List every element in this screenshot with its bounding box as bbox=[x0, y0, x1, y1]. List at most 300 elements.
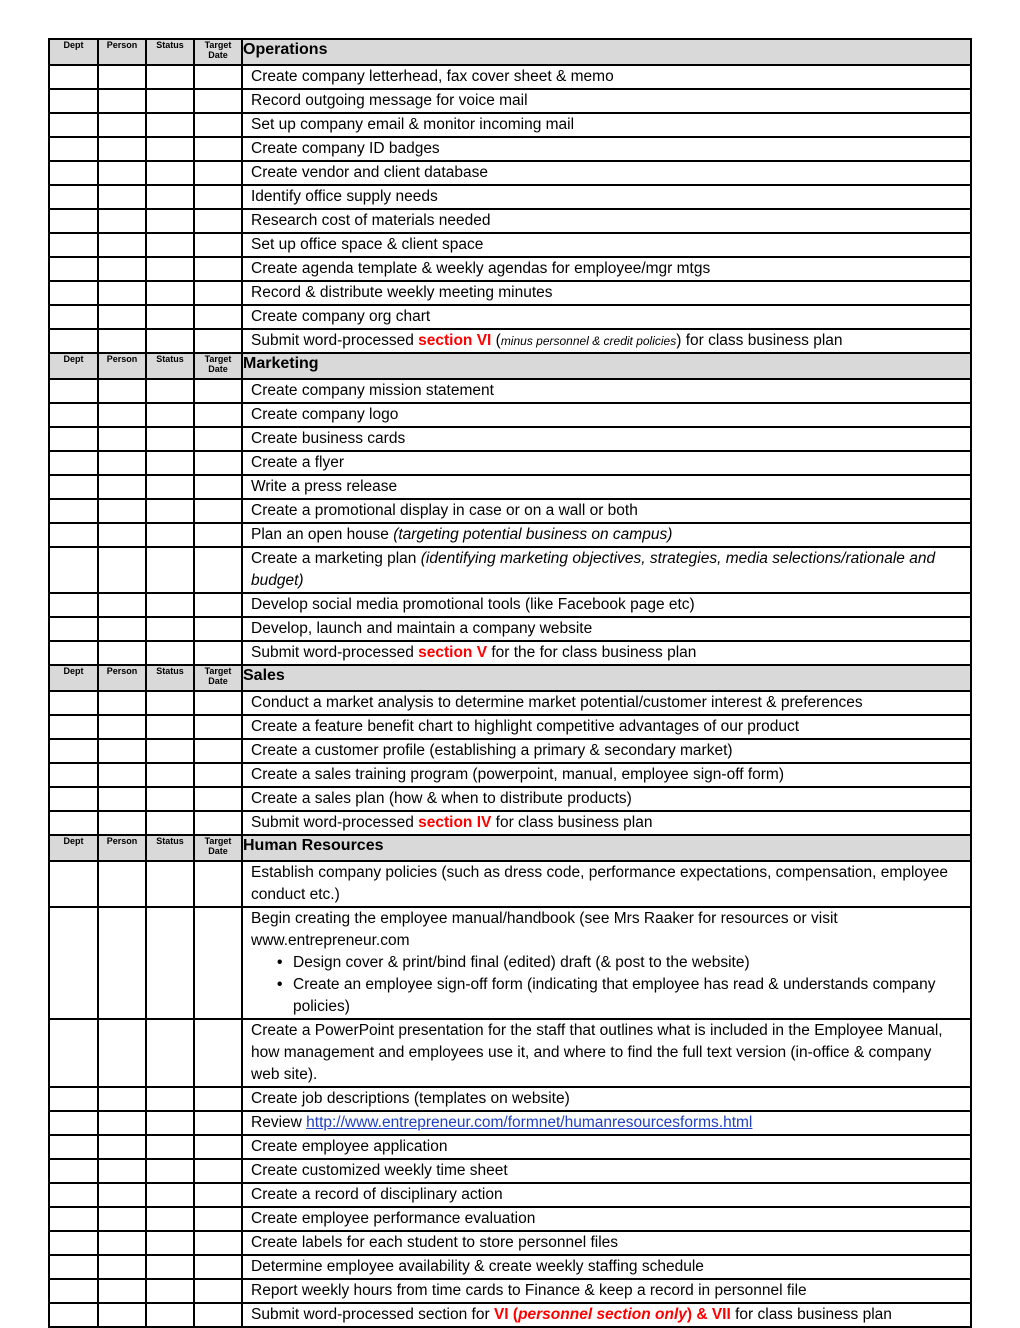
target-date-cell[interactable] bbox=[194, 907, 242, 1019]
task-row bbox=[49, 329, 971, 353]
dept-cell[interactable] bbox=[49, 861, 98, 907]
task-cell: Create business cards bbox=[242, 427, 971, 451]
person-cell[interactable] bbox=[98, 65, 146, 89]
text-span: ) for class business plan bbox=[676, 332, 843, 349]
task-cell: Report weekly hours from time cards to Finance & keep a record in personnel file bbox=[242, 1279, 971, 1303]
task-cell: Create a promotional display in case or on a wall or both bbox=[242, 499, 971, 523]
task-row bbox=[49, 65, 971, 89]
task-cell: Create agenda template & weekly agendas for employee/mgr mtgs bbox=[242, 257, 971, 281]
section-ref: VI ( bbox=[493, 1306, 519, 1323]
task-cell bbox=[242, 907, 971, 1019]
dept-cell[interactable] bbox=[49, 281, 98, 305]
status-cell[interactable] bbox=[146, 161, 194, 185]
task-cell: Create a flyer bbox=[242, 451, 971, 475]
dept-cell[interactable] bbox=[49, 451, 98, 475]
task-row bbox=[49, 475, 971, 499]
target-date-cell[interactable] bbox=[194, 427, 242, 451]
status-cell[interactable] bbox=[146, 1019, 194, 1087]
status-cell[interactable] bbox=[146, 861, 194, 907]
status-cell[interactable] bbox=[146, 1135, 194, 1159]
dept-cell[interactable] bbox=[49, 161, 98, 185]
task-row bbox=[49, 185, 971, 209]
dept-cell[interactable] bbox=[49, 763, 98, 787]
status-cell[interactable] bbox=[146, 1255, 194, 1279]
task-row bbox=[49, 137, 971, 161]
dept-cell[interactable] bbox=[49, 89, 98, 113]
person-cell[interactable] bbox=[98, 1231, 146, 1255]
text-span: Submit word-processed section for bbox=[251, 1306, 494, 1323]
task-cell: Conduct a market analysis to determine market potential/customer interest & preferences bbox=[242, 691, 971, 715]
dept-cell[interactable] bbox=[49, 1255, 98, 1279]
person-cell[interactable] bbox=[98, 379, 146, 403]
target-date-cell[interactable] bbox=[194, 1087, 242, 1111]
section-header-row bbox=[49, 39, 971, 65]
target-date-cell[interactable] bbox=[194, 1019, 242, 1087]
target-date-cell[interactable] bbox=[194, 1135, 242, 1159]
dept-cell[interactable] bbox=[49, 257, 98, 281]
bullet-item: • Design cover & print/bind final (edited) draft (& post to the website) bbox=[293, 952, 964, 974]
task-row bbox=[49, 379, 971, 403]
dept-cell[interactable] bbox=[49, 617, 98, 641]
target-date-cell[interactable] bbox=[194, 523, 242, 547]
task-row bbox=[49, 691, 971, 715]
task-cell bbox=[242, 1111, 971, 1135]
status-cell[interactable] bbox=[146, 1279, 194, 1303]
dept-cell[interactable] bbox=[49, 1207, 98, 1231]
status-cell[interactable] bbox=[146, 499, 194, 523]
bullet-item: • Create an employee sign-off form (indicating that employee has read & understands company policies) bbox=[293, 974, 964, 1018]
target-date-cell[interactable] bbox=[194, 763, 242, 787]
status-cell[interactable] bbox=[146, 617, 194, 641]
task-cell: Identify office supply needs bbox=[242, 185, 971, 209]
status-cell[interactable] bbox=[146, 763, 194, 787]
task-cell: Create vendor and client database bbox=[242, 161, 971, 185]
task-row bbox=[49, 403, 971, 427]
text-span: Review bbox=[251, 1114, 307, 1131]
target-date-cell[interactable] bbox=[194, 305, 242, 329]
target-date-cell[interactable] bbox=[194, 739, 242, 763]
target-date-cell[interactable] bbox=[194, 641, 242, 665]
task-row bbox=[49, 907, 971, 1019]
target-date-cell[interactable] bbox=[194, 861, 242, 907]
status-cell[interactable] bbox=[146, 475, 194, 499]
task-row bbox=[49, 1207, 971, 1231]
text-span: (identifying marketing objectives, strategies, media selections/rationale and budget) bbox=[251, 550, 936, 589]
text-span: for class business plan bbox=[491, 814, 653, 831]
target-date-cell[interactable] bbox=[194, 1183, 242, 1207]
column-header-target-date: Target Date bbox=[194, 835, 242, 861]
dept-cell[interactable] bbox=[49, 593, 98, 617]
task-row bbox=[49, 1111, 971, 1135]
status-cell[interactable] bbox=[146, 137, 194, 161]
status-cell[interactable] bbox=[146, 65, 194, 89]
dept-cell[interactable] bbox=[49, 1303, 98, 1327]
section-title: Sales bbox=[242, 665, 971, 691]
dept-cell[interactable] bbox=[49, 641, 98, 665]
target-date-cell[interactable] bbox=[194, 209, 242, 233]
task-cell: Establish company policies (such as dress code, performance expectations, compensation, employee conduct etc.) bbox=[242, 861, 971, 907]
column-header-status: Status bbox=[146, 353, 194, 379]
status-cell[interactable] bbox=[146, 113, 194, 137]
target-date-cell[interactable] bbox=[194, 65, 242, 89]
target-date-cell[interactable] bbox=[194, 1159, 242, 1183]
task-cell: Create company ID badges bbox=[242, 137, 971, 161]
task-cell: Create a record of disciplinary action bbox=[242, 1183, 971, 1207]
status-cell[interactable] bbox=[146, 1087, 194, 1111]
task-cell: Create employee performance evaluation bbox=[242, 1207, 971, 1231]
status-cell[interactable] bbox=[146, 185, 194, 209]
column-header-person: Person bbox=[98, 835, 146, 861]
dept-cell[interactable] bbox=[49, 209, 98, 233]
target-date-cell[interactable] bbox=[194, 715, 242, 739]
target-date-cell[interactable] bbox=[194, 329, 242, 353]
text-span: for the for class business plan bbox=[487, 644, 697, 661]
person-cell[interactable] bbox=[98, 861, 146, 907]
status-cell[interactable] bbox=[146, 593, 194, 617]
column-header-dept: Dept bbox=[49, 353, 98, 379]
person-cell[interactable] bbox=[98, 427, 146, 451]
person-cell[interactable] bbox=[98, 1135, 146, 1159]
section-title: Operations bbox=[242, 39, 971, 65]
person-cell[interactable] bbox=[98, 89, 146, 113]
dept-cell[interactable] bbox=[49, 715, 98, 739]
section-ref: ) & VII bbox=[686, 1306, 731, 1323]
target-date-cell[interactable] bbox=[194, 1231, 242, 1255]
task-row bbox=[49, 593, 971, 617]
task-cell: Create company logo bbox=[242, 403, 971, 427]
status-cell[interactable] bbox=[146, 547, 194, 593]
text-span: Create a marketing plan bbox=[251, 550, 421, 567]
dept-cell[interactable] bbox=[49, 185, 98, 209]
task-cell: Record outgoing message for voice mail bbox=[242, 89, 971, 113]
dept-cell[interactable] bbox=[49, 1111, 98, 1135]
status-cell[interactable] bbox=[146, 209, 194, 233]
column-header-dept: Dept bbox=[49, 665, 98, 691]
task-cell: Create a feature benefit chart to highlight competitive advantages of our product bbox=[242, 715, 971, 739]
hr-forms-link[interactable]: http://www.entrepreneur.com/formnet/humanresourcesforms.html bbox=[306, 1114, 753, 1131]
dept-cell[interactable] bbox=[49, 547, 98, 593]
person-cell[interactable] bbox=[98, 1183, 146, 1207]
person-cell[interactable] bbox=[98, 907, 146, 1019]
column-header-target-date: Target Date bbox=[194, 353, 242, 379]
task-cell bbox=[242, 641, 971, 665]
dept-cell[interactable] bbox=[49, 1159, 98, 1183]
task-row bbox=[49, 1279, 971, 1303]
status-cell[interactable] bbox=[146, 787, 194, 811]
person-cell[interactable] bbox=[98, 233, 146, 257]
task-row bbox=[49, 427, 971, 451]
target-date-cell[interactable] bbox=[194, 1207, 242, 1231]
status-cell[interactable] bbox=[146, 715, 194, 739]
target-date-cell[interactable] bbox=[194, 547, 242, 593]
status-cell[interactable] bbox=[146, 305, 194, 329]
person-cell[interactable] bbox=[98, 593, 146, 617]
dept-cell[interactable] bbox=[49, 233, 98, 257]
task-row bbox=[49, 89, 971, 113]
text-span: ( bbox=[491, 332, 501, 349]
status-cell[interactable] bbox=[146, 1231, 194, 1255]
task-row bbox=[49, 1087, 971, 1111]
target-date-cell[interactable] bbox=[194, 475, 242, 499]
status-cell[interactable] bbox=[146, 691, 194, 715]
column-header-person: Person bbox=[98, 39, 146, 65]
task-cell: Create customized weekly time sheet bbox=[242, 1159, 971, 1183]
dept-cell[interactable] bbox=[49, 787, 98, 811]
column-header-status: Status bbox=[146, 665, 194, 691]
task-cell: Record & distribute weekly meeting minutes bbox=[242, 281, 971, 305]
target-date-cell[interactable] bbox=[194, 379, 242, 403]
status-cell[interactable] bbox=[146, 1207, 194, 1231]
target-date-cell[interactable] bbox=[194, 787, 242, 811]
text-span: for class business plan bbox=[730, 1306, 892, 1323]
dept-cell[interactable] bbox=[49, 811, 98, 835]
column-header-person: Person bbox=[98, 353, 146, 379]
task-cell bbox=[242, 329, 971, 353]
person-cell[interactable] bbox=[98, 257, 146, 281]
status-cell[interactable] bbox=[146, 1183, 194, 1207]
text-span: (targeting potential business on campus) bbox=[393, 526, 673, 543]
task-cell: Create a sales plan (how & when to distribute products) bbox=[242, 787, 971, 811]
column-header-dept: Dept bbox=[49, 835, 98, 861]
task-cell: Research cost of materials needed bbox=[242, 209, 971, 233]
task-row bbox=[49, 547, 971, 593]
task-cell: Create a sales training program (powerpoint, manual, employee sign-off form) bbox=[242, 763, 971, 787]
task-cell bbox=[242, 1303, 971, 1327]
dept-cell[interactable] bbox=[49, 305, 98, 329]
target-date-cell[interactable] bbox=[194, 811, 242, 835]
person-cell[interactable] bbox=[98, 209, 146, 233]
task-row bbox=[49, 1255, 971, 1279]
task-cell bbox=[242, 523, 971, 547]
section-ref: section IV bbox=[418, 814, 492, 831]
person-cell[interactable] bbox=[98, 499, 146, 523]
section-ref: section VI bbox=[418, 332, 492, 349]
handbook-bullet-list bbox=[251, 952, 964, 1018]
task-row bbox=[49, 1135, 971, 1159]
column-header-status: Status bbox=[146, 39, 194, 65]
dept-cell[interactable] bbox=[49, 1019, 98, 1087]
person-cell[interactable] bbox=[98, 305, 146, 329]
person-cell[interactable] bbox=[98, 161, 146, 185]
task-row bbox=[49, 257, 971, 281]
dept-cell[interactable] bbox=[49, 475, 98, 499]
target-date-cell[interactable] bbox=[194, 593, 242, 617]
person-cell[interactable] bbox=[98, 763, 146, 787]
person-cell[interactable] bbox=[98, 617, 146, 641]
person-cell[interactable] bbox=[98, 641, 146, 665]
person-cell[interactable] bbox=[98, 1019, 146, 1087]
task-row bbox=[49, 113, 971, 137]
person-cell[interactable] bbox=[98, 185, 146, 209]
task-row bbox=[49, 739, 971, 763]
person-cell[interactable] bbox=[98, 1111, 146, 1135]
task-cell: Determine employee availability & create weekly staffing schedule bbox=[242, 1255, 971, 1279]
target-date-cell[interactable] bbox=[194, 499, 242, 523]
person-cell[interactable] bbox=[98, 811, 146, 835]
person-cell[interactable] bbox=[98, 523, 146, 547]
text-span: minus personnel & credit policies bbox=[500, 334, 677, 348]
status-cell[interactable] bbox=[146, 739, 194, 763]
text-span: Submit word-processed bbox=[251, 332, 419, 349]
task-row bbox=[49, 763, 971, 787]
task-cell: Create labels for each student to store personnel files bbox=[242, 1231, 971, 1255]
person-cell[interactable] bbox=[98, 137, 146, 161]
task-row bbox=[49, 1159, 971, 1183]
section-ref: personnel section only bbox=[518, 1306, 687, 1323]
status-cell[interactable] bbox=[146, 1159, 194, 1183]
person-cell[interactable] bbox=[98, 329, 146, 353]
status-cell[interactable] bbox=[146, 379, 194, 403]
task-row bbox=[49, 641, 971, 665]
task-cell bbox=[242, 811, 971, 835]
dept-cell[interactable] bbox=[49, 523, 98, 547]
task-row bbox=[49, 233, 971, 257]
task-checklist-table bbox=[48, 38, 972, 1328]
task-cell: Set up office space & client space bbox=[242, 233, 971, 257]
status-cell[interactable] bbox=[146, 451, 194, 475]
person-cell[interactable] bbox=[98, 281, 146, 305]
target-date-cell[interactable] bbox=[194, 113, 242, 137]
target-date-cell[interactable] bbox=[194, 89, 242, 113]
dept-cell[interactable] bbox=[49, 907, 98, 1019]
task-cell: Create a PowerPoint presentation for the staff that outlines what is included in the Employee Manual, how management and employees use it, and where to find the full text version (in-office & company web site). bbox=[242, 1019, 971, 1087]
person-cell[interactable] bbox=[98, 113, 146, 137]
status-cell[interactable] bbox=[146, 811, 194, 835]
task-cell: Create company org chart bbox=[242, 305, 971, 329]
dept-cell[interactable] bbox=[49, 427, 98, 451]
dept-cell[interactable] bbox=[49, 1135, 98, 1159]
task-row bbox=[49, 209, 971, 233]
person-cell[interactable] bbox=[98, 547, 146, 593]
target-date-cell[interactable] bbox=[194, 233, 242, 257]
target-date-cell[interactable] bbox=[194, 137, 242, 161]
status-cell[interactable] bbox=[146, 257, 194, 281]
column-header-target-date: Target Date bbox=[194, 39, 242, 65]
target-date-cell[interactable] bbox=[194, 161, 242, 185]
dept-cell[interactable] bbox=[49, 1087, 98, 1111]
text-span: Plan an open house bbox=[251, 526, 394, 543]
task-cell: Develop social media promotional tools (like Facebook page etc) bbox=[242, 593, 971, 617]
dept-cell[interactable] bbox=[49, 65, 98, 89]
person-cell[interactable] bbox=[98, 715, 146, 739]
dept-cell[interactable] bbox=[49, 379, 98, 403]
task-row bbox=[49, 523, 971, 547]
section-header-row bbox=[49, 835, 971, 861]
dept-cell[interactable] bbox=[49, 691, 98, 715]
target-date-cell[interactable] bbox=[194, 691, 242, 715]
column-header-status: Status bbox=[146, 835, 194, 861]
task-cell: Write a press release bbox=[242, 475, 971, 499]
target-date-cell[interactable] bbox=[194, 451, 242, 475]
task-row bbox=[49, 787, 971, 811]
task-cell: Develop, launch and maintain a company website bbox=[242, 617, 971, 641]
status-cell[interactable] bbox=[146, 233, 194, 257]
person-cell[interactable] bbox=[98, 739, 146, 763]
task-row bbox=[49, 161, 971, 185]
task-cell: Create employee application bbox=[242, 1135, 971, 1159]
task-cell: Create company letterhead, fax cover sheet & memo bbox=[242, 65, 971, 89]
section-title: Marketing bbox=[242, 353, 971, 379]
person-cell[interactable] bbox=[98, 1207, 146, 1231]
column-header-person: Person bbox=[98, 665, 146, 691]
section-ref: section V bbox=[418, 644, 488, 661]
status-cell[interactable] bbox=[146, 427, 194, 451]
task-cell: Create a customer profile (establishing a primary & secondary market) bbox=[242, 739, 971, 763]
target-date-cell[interactable] bbox=[194, 257, 242, 281]
dept-cell[interactable] bbox=[49, 1231, 98, 1255]
status-cell[interactable] bbox=[146, 329, 194, 353]
task-row bbox=[49, 861, 971, 907]
person-cell[interactable] bbox=[98, 475, 146, 499]
person-cell[interactable] bbox=[98, 1159, 146, 1183]
text-span: Submit word-processed bbox=[251, 814, 419, 831]
dept-cell[interactable] bbox=[49, 113, 98, 137]
task-cell: Create company mission statement bbox=[242, 379, 971, 403]
person-cell[interactable] bbox=[98, 451, 146, 475]
person-cell[interactable] bbox=[98, 691, 146, 715]
task-row bbox=[49, 1231, 971, 1255]
task-row bbox=[49, 499, 971, 523]
status-cell[interactable] bbox=[146, 281, 194, 305]
column-header-target-date: Target Date bbox=[194, 665, 242, 691]
person-cell[interactable] bbox=[98, 1255, 146, 1279]
status-cell[interactable] bbox=[146, 89, 194, 113]
text-span: Begin creating the employee manual/handbook (see Mrs Raaker for resources or visit www.entrepreneur.com bbox=[251, 910, 838, 949]
target-date-cell[interactable] bbox=[194, 1303, 242, 1327]
text-span: Submit word-processed bbox=[251, 644, 419, 661]
dept-cell[interactable] bbox=[49, 403, 98, 427]
person-cell[interactable] bbox=[98, 1087, 146, 1111]
dept-cell[interactable] bbox=[49, 739, 98, 763]
dept-cell[interactable] bbox=[49, 137, 98, 161]
task-row bbox=[49, 1303, 971, 1327]
task-cell: Create job descriptions (templates on website) bbox=[242, 1087, 971, 1111]
dept-cell[interactable] bbox=[49, 1279, 98, 1303]
section-header-row bbox=[49, 353, 971, 379]
task-row bbox=[49, 305, 971, 329]
status-cell[interactable] bbox=[146, 403, 194, 427]
task-row bbox=[49, 811, 971, 835]
target-date-cell[interactable] bbox=[194, 617, 242, 641]
task-row bbox=[49, 715, 971, 739]
task-row bbox=[49, 1019, 971, 1087]
status-cell[interactable] bbox=[146, 1303, 194, 1327]
target-date-cell[interactable] bbox=[194, 185, 242, 209]
status-cell[interactable] bbox=[146, 641, 194, 665]
task-row bbox=[49, 451, 971, 475]
task-row bbox=[49, 617, 971, 641]
person-cell[interactable] bbox=[98, 1303, 146, 1327]
dept-cell[interactable] bbox=[49, 499, 98, 523]
dept-cell[interactable] bbox=[49, 329, 98, 353]
status-cell[interactable] bbox=[146, 907, 194, 1019]
target-date-cell[interactable] bbox=[194, 1255, 242, 1279]
target-date-cell[interactable] bbox=[194, 281, 242, 305]
target-date-cell[interactable] bbox=[194, 1111, 242, 1135]
person-cell[interactable] bbox=[98, 403, 146, 427]
target-date-cell[interactable] bbox=[194, 1279, 242, 1303]
status-cell[interactable] bbox=[146, 523, 194, 547]
person-cell[interactable] bbox=[98, 1279, 146, 1303]
task-cell: Set up company email & monitor incoming mail bbox=[242, 113, 971, 137]
status-cell[interactable] bbox=[146, 1111, 194, 1135]
task-row bbox=[49, 281, 971, 305]
task-row bbox=[49, 1183, 971, 1207]
target-date-cell[interactable] bbox=[194, 403, 242, 427]
person-cell[interactable] bbox=[98, 787, 146, 811]
section-title: Human Resources bbox=[242, 835, 971, 861]
dept-cell[interactable] bbox=[49, 1183, 98, 1207]
